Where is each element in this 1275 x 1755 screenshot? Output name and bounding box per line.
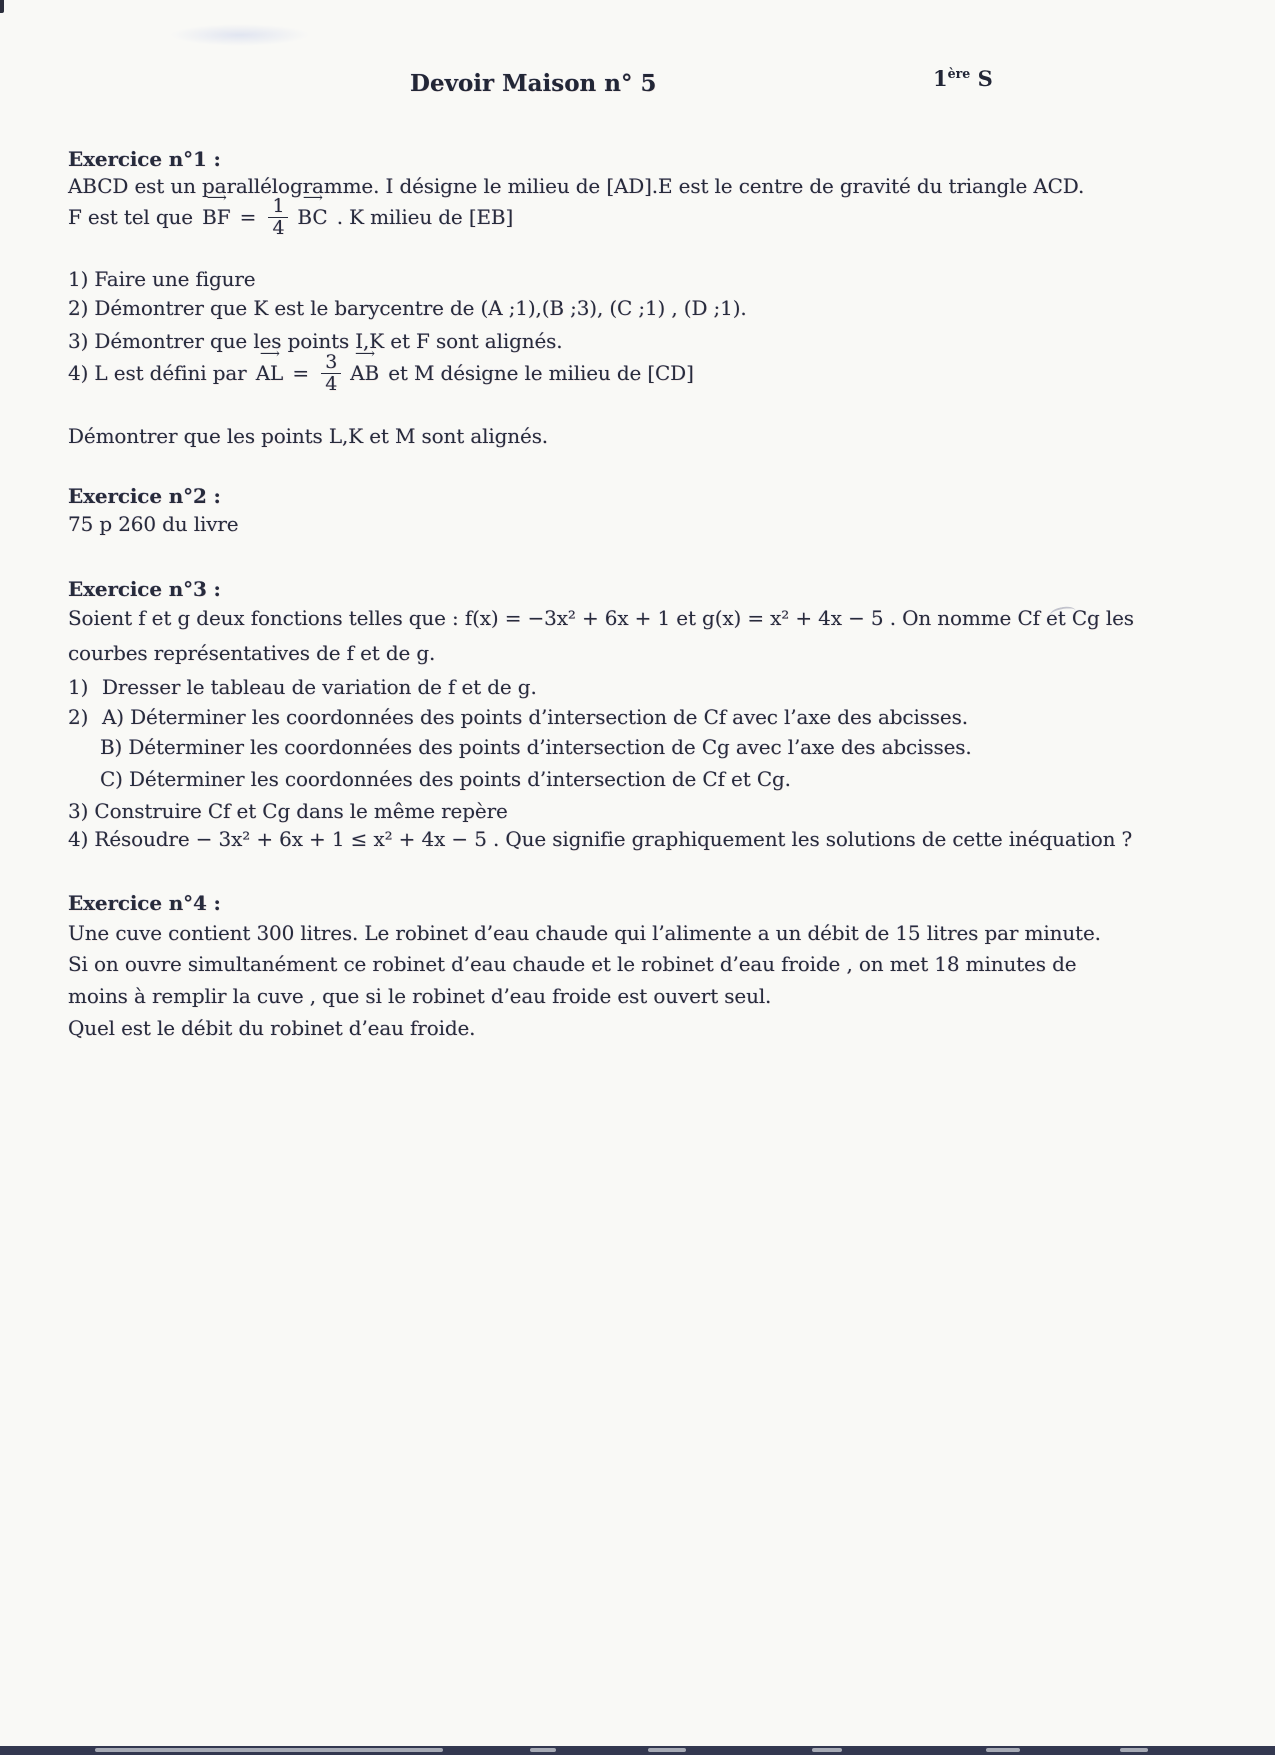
ex3-question-2c: C) Déterminer les coordonnées des points d’intersection de Cf et Cg.: [100, 767, 791, 791]
ex2-heading: Exercice n°2 :: [68, 484, 221, 508]
class-level-letter: S: [970, 66, 993, 91]
vector-BC: [297, 205, 327, 230]
class-level-number: 1: [933, 66, 948, 91]
ex1-question-1: 1) Faire une figure: [68, 267, 256, 291]
ex1-question-3: 3) Démontrer que les points I,K et F sont alignés.: [68, 329, 563, 353]
ex4-line2: Si on ouvre simultanément ce robinet d’eau chaude et le robinet d’eau froide , on met 18 minutes de: [68, 952, 1077, 976]
ex4-line1: Une cuve contient 300 litres. Le robinet d’eau chaude qui l’alimente a un débit de 15 litres par minute.: [68, 921, 1101, 945]
ex3-heading: Exercice n°3 :: [68, 577, 221, 601]
vector-BF: [202, 205, 230, 230]
equals-sign: =: [286, 361, 316, 386]
ex1-q4-post-text: et M désigne le milieu de [CD]: [382, 361, 694, 386]
class-level-suffix: ère: [947, 66, 971, 81]
scan-edge-artifact: [0, 1746, 1275, 1755]
fraction-denominator: 4: [325, 373, 338, 396]
equals-sign: =: [233, 205, 263, 230]
vector-AB: [350, 361, 379, 386]
ex3-question-2b: B) Déterminer les coordonnées des points d’intersection de Cg avec l’axe des abcisses.: [100, 735, 972, 759]
fraction-numerator: 1: [268, 196, 288, 218]
ex3-question-2a: [68, 705, 968, 730]
ex1-def-pre-text: F est tel que: [68, 205, 200, 230]
ex3-q1-text: Dresser le tableau de variation de f et de g.: [102, 675, 537, 699]
scan-edge-segment: [812, 1748, 842, 1752]
scan-edge-segment: [1120, 1748, 1148, 1752]
ex3-intro-line1: Soient f et g deux fonctions telles que : f(x) = −3x² + 6x + 1 et g(x) = x² + 4x − 5 . On nomme Cf et Cg les: [68, 606, 1134, 630]
ex3-question-1: [68, 675, 537, 700]
ex4-line4: Quel est le débit du robinet d’eau froide.: [68, 1016, 476, 1040]
ex4-heading: Exercice n°4 :: [68, 891, 221, 915]
vector-BF-letters: BF: [202, 205, 231, 230]
ex1-question-2: 2) Démontrer que K est le barycentre de (A ;1),(B ;3), (C ;1) , (D ;1).: [68, 296, 747, 320]
fraction-one-quarter: [268, 196, 288, 240]
vector-AB-letters: AB: [350, 361, 380, 386]
ex2-body: 75 p 260 du livre: [68, 512, 239, 536]
ex3-intro-line2: courbes représentatives de f et de g.: [68, 641, 436, 665]
fraction-numerator: 3: [321, 352, 341, 374]
vector-AL-letters: AL: [255, 361, 284, 386]
ex4-line3: moins à remplir la cuve , que si le robinet d’eau froide est ouvert seul.: [68, 984, 772, 1008]
vector-AL: [256, 361, 283, 386]
ex3-q2-number: 2): [68, 705, 89, 729]
scan-speck-artifact: [0, 0, 4, 13]
ex3-q1-number: 1): [68, 675, 89, 699]
ex3-question-4: 4) Résoudre − 3x² + 6x + 1 ≤ x² + 4x − 5 . Que signifie graphiquement les solutions de cette inéquation ?: [68, 827, 1133, 851]
page-title: Devoir Maison n° 5: [410, 70, 657, 97]
ex1-vector-definition: [68, 196, 513, 240]
class-level-label: [933, 66, 993, 91]
scan-edge-segment: [648, 1748, 686, 1752]
ex1-q4-pre-text: 4) L est défini par: [68, 361, 253, 386]
scan-edge-segment: [986, 1748, 1020, 1752]
ex1-question-4: [68, 352, 694, 396]
ex3-question-3: 3) Construire Cf et Cg dans le même repère: [68, 799, 508, 823]
scan-edge-segment: [95, 1748, 443, 1752]
scan-smudge-artifact: [170, 24, 310, 46]
ex1-intro: ABCD est un parallélogramme. I désigne le milieu de [AD].E est le centre de gravité du triangle ACD.: [68, 174, 1085, 198]
scan-edge-segment: [530, 1748, 556, 1752]
ex1-heading: Exercice n°1 :: [68, 147, 221, 171]
fraction-denominator: 4: [272, 217, 285, 240]
fraction-three-quarters: [321, 352, 341, 396]
ex3-q2a-text: A) Déterminer les coordonnées des points d’intersection de Cf avec l’axe des abcisses.: [102, 705, 968, 729]
vector-BC-letters: BC: [297, 205, 328, 230]
ex1-def-post-text: . K milieu de [EB]: [330, 205, 514, 230]
ex1-outro: Démontrer que les points L,K et M sont alignés.: [68, 424, 549, 448]
